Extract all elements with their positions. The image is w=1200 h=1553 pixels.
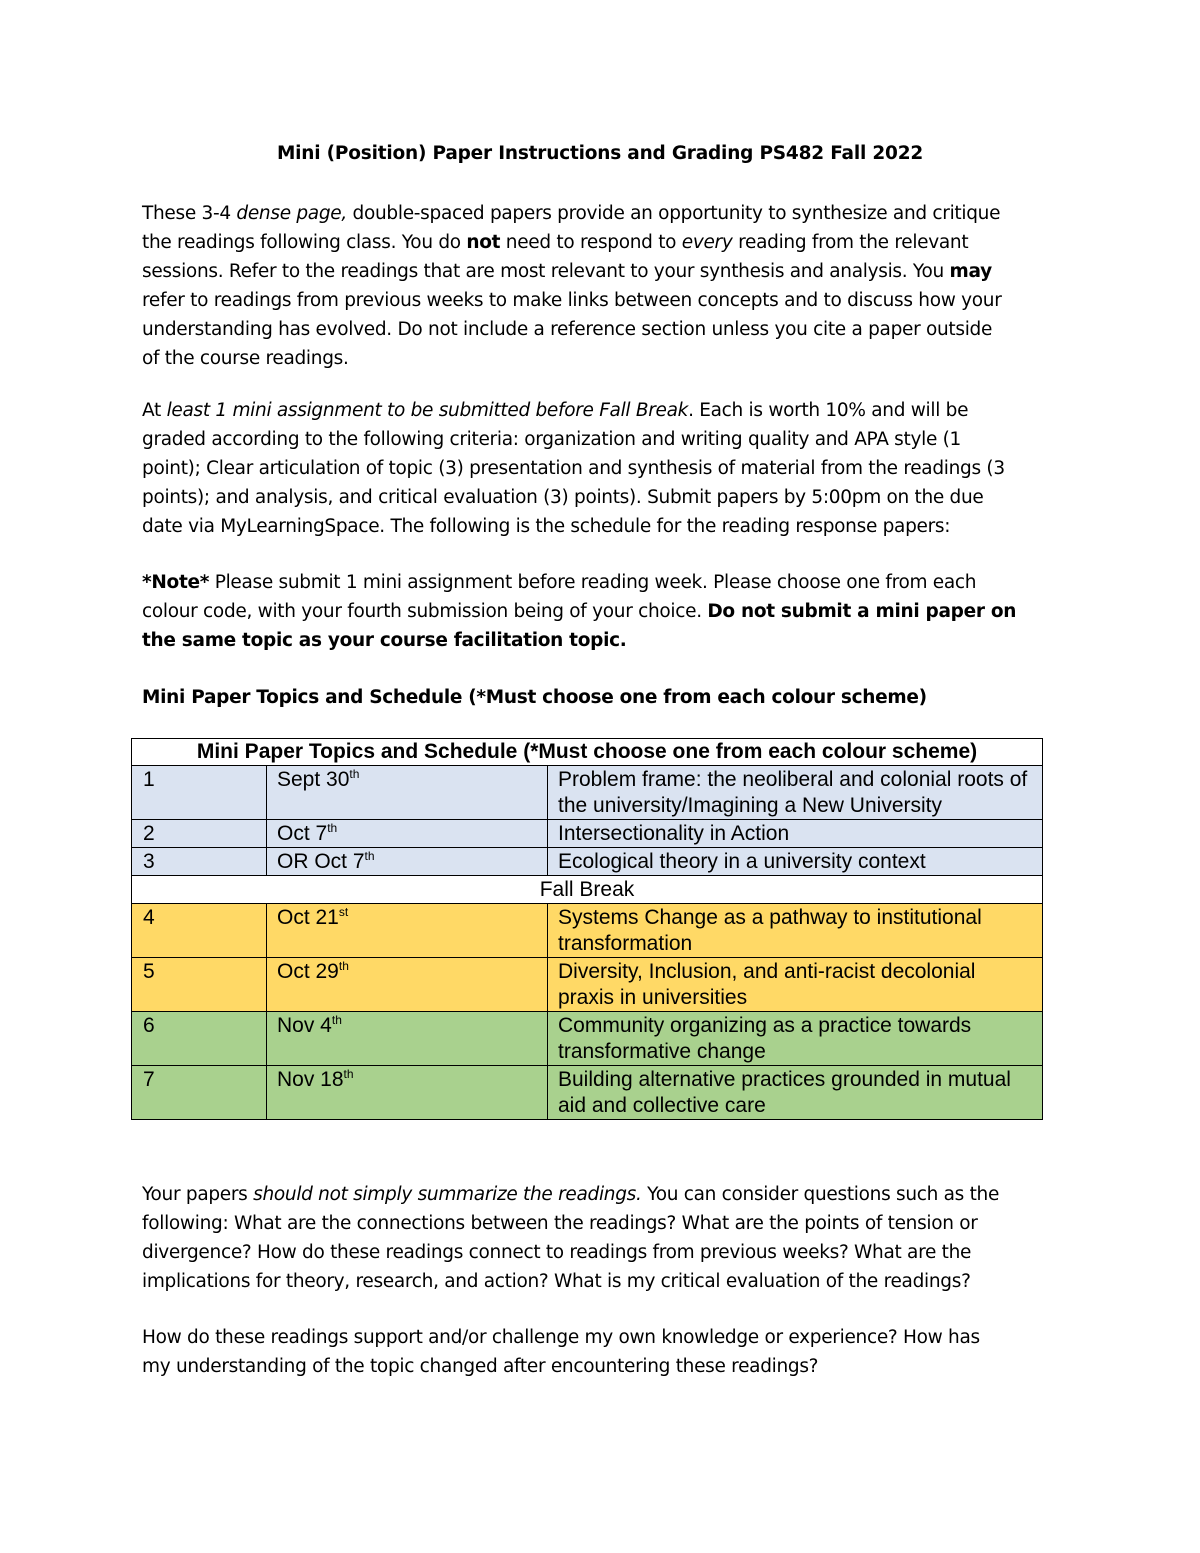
table-row: 7 Nov 18th Building alternative practices grounded in mutual aid and collective care — [132, 1066, 1043, 1120]
table-row: 3 OR Oct 7th Ecological theory in a university context — [132, 848, 1043, 876]
closing-paragraph: How do these readings support and/or challenge my own knowledge or experience? How has my understanding of the topic changed after encountering these readings? — [142, 1327, 980, 1377]
table-row: 4 Oct 21st Systems Change as a pathway to institutional transformation — [132, 904, 1043, 958]
page-title: Mini (Position) Paper Instructions and Grading PS482 Fall 2022 — [276, 143, 924, 164]
grading-paragraph: At least 1 mini assignment to be submitted before Fall Break. Each is worth 10% and will be graded according to the following criteria: organization and writing quality and APA style (1 point); Clear articulation of topic (3) presentation and synthesis of material from the readings (3 points); and analysis, and critical evaluation (3) points). Submit papers by 5:00pm on the due date via MyLearningSpace. The following is the schedule for the reading response papers: — [142, 400, 1005, 537]
fall-break-row — [132, 876, 1043, 904]
schedule-table — [131, 738, 1043, 1120]
schedule-heading: Mini Paper Topics and Schedule (*Must choose one from each colour scheme) — [142, 687, 927, 708]
table-row: 5 Oct 29th Diversity, Inclusion, and anti-racist decolonial praxis in universities — [132, 958, 1043, 1012]
note-paragraph: *Note* Please submit 1 mini assignment before reading week. Please choose one from each colour code, with your fourth submission being of your choice. Do not submit a mini paper on the same topic as your course facilitation topic. — [142, 572, 1017, 651]
questions-paragraph: Your papers should not simply summarize the readings. You can consider questions such as the following: What are the connections between the readings? What are the points of tension or divergence? How do these readings connect to readings from previous weeks? What are the implications for theory, research, and action? What is my critical evaluation of the readings? — [142, 1184, 1000, 1292]
fall-break-label: Fall Break — [132, 876, 1043, 904]
table-row: 2 Oct 7th Intersectionality in Action — [132, 820, 1043, 848]
intro-paragraph: These 3-4 dense page, double-spaced papers provide an opportunity to synthesize and critique the readings following class. You do not need to respond to every reading from the relevant sessions. Refer to the readings that are most relevant to your synthesis and analysis. You may refer to readings from previous weeks to make links between concepts and to discuss how your understanding has evolved. Do not include a reference section unless you cite a paper outside of the course readings. — [142, 203, 1002, 369]
table-row: 6 Nov 4th Community organizing as a practice towards transformative change — [132, 1012, 1043, 1066]
table-header: Mini Paper Topics and Schedule (*Must choose one from each colour scheme) — [132, 739, 1043, 766]
table-header-row — [132, 739, 1043, 766]
table-row: 1 Sept 30th Problem frame: the neoliberal and colonial roots of the university/Imagining a New University — [132, 766, 1043, 820]
